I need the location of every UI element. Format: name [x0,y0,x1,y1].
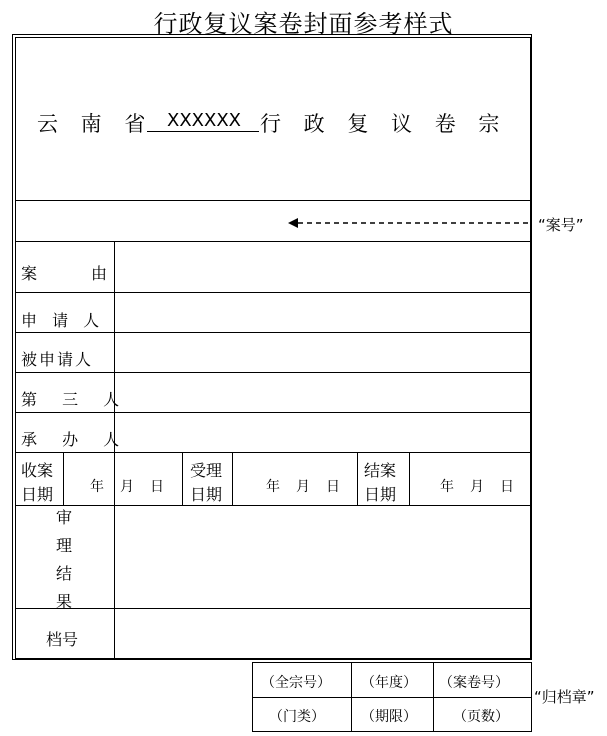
result-label-char-4: 果 [56,592,73,611]
row-label-respondent: 被申请人 [21,350,94,369]
received-date-label-line2: 日期 [21,485,54,504]
row-label-handler: 承 办 人 [21,430,130,449]
header-suffix: 行 政 复 议 卷 宗 [260,112,508,136]
stamp-category: （门类） [269,709,325,725]
archive-number-label: 档号 [46,630,79,649]
result-label-char-2: 理 [56,536,73,555]
stamp-retention-period: （期限） [361,709,417,725]
archive-stamp-label: “归档章” [534,688,595,706]
header-prefix: 云 南 省 [37,112,154,136]
closed-date-label-line1: 结案 [364,461,397,480]
row-label-applicant: 申 请 人 [21,311,105,330]
page-title: 行政复议案卷封面参考样式 [153,10,454,38]
received-date-label-line1: 收案 [21,461,54,480]
closed-date-ymd: 年 月 日 [440,479,515,495]
accepted-date-ymd: 年 月 日 [266,479,341,495]
header-placeholder: XXXXXX [147,110,259,132]
row-label-third-party: 第 三 人 [21,390,130,409]
archive-stamp [252,662,532,732]
result-label-char-1: 审 [56,508,73,527]
stamp-volume-number: （案卷号） [439,675,509,691]
stamp-fonds-number: （全宗号） [261,675,331,691]
stamp-page-count: （页数） [453,709,509,725]
case-number-label: “案号” [538,216,584,234]
received-date-ymd: 年 月 日 [90,479,165,495]
stamp-year: （年度） [361,675,417,691]
row-label-case-reason: 案 由 [21,264,107,283]
accepted-date-label-line2: 日期 [190,485,223,504]
closed-date-label-line2: 日期 [364,485,397,504]
accepted-date-label-line1: 受理 [190,461,223,480]
result-label-char-3: 结 [56,564,73,583]
case-number-arrow-icon [288,217,528,229]
